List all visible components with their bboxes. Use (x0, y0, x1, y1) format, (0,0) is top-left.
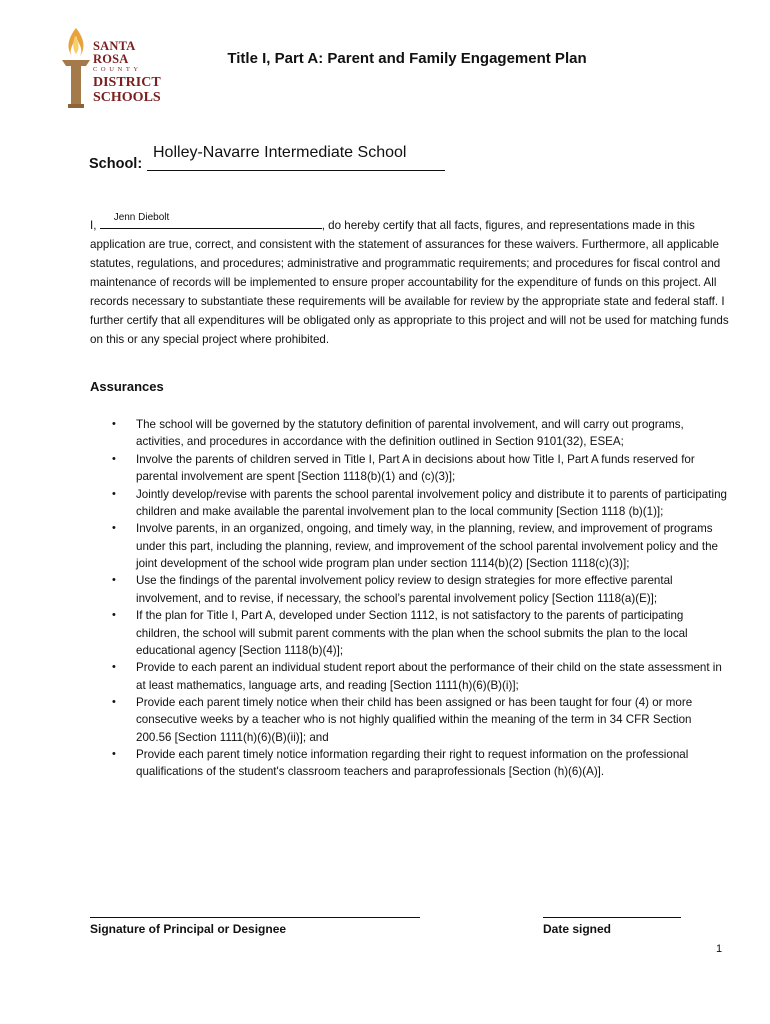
logo-line-schools: SCHOOLS (93, 89, 161, 105)
assurances-list (112, 416, 728, 781)
document-title: Title I, Part A: Parent and Family Engagement Plan (227, 50, 587, 67)
school-label: School: (89, 156, 143, 172)
list-item: • Involve the parents of children served in Title I, Part A in decisions about how Title I, Part A funds reserved for parental involvement are spent [Section 1118(b)(1) and (c)(3)]; (112, 451, 728, 486)
principal-signature-label: Signature of Principal or Designee (90, 922, 287, 936)
list-item: • Jointly develop/revise with parents the school parental involvement policy and distribute it to parents of participating children and make available the parental involvement plan to the local community [Section 1118 (b)(1)]; (112, 486, 728, 521)
school-value[interactable]: Holley-Navarre Intermediate School (153, 144, 407, 161)
district-logo (56, 26, 161, 110)
certifier-name-field[interactable] (100, 212, 322, 229)
certification-prefix: I, (90, 219, 97, 232)
assurances-heading: Assurances (90, 379, 164, 394)
page-number: 1 (716, 943, 723, 955)
logo-line-santa-rosa: SANTA ROSA (93, 39, 135, 66)
logo-line-county: COUNTY (93, 66, 142, 73)
date-signed-label: Date signed (543, 922, 612, 936)
school-field (89, 144, 489, 174)
certification-text: , do hereby certify that all facts, figures, and representations made in this application are true, correct, and consistent with the statement of assurances for these waivers. Furthermore, all applicable statutes, regulations, and procedures; administrative and programmatic requirements; and procedures for fiscal control and maintenance of records will be implemented to ensure proper accountability for the expenditure of funds on this project. All records necessary to substantiate these requirements will be available for review by the appropriate state and federal staff. I further certify that all expenditures will be obligated only as appropriate to this project and will not be used for matching funds on this or any special project where prohibited. (90, 219, 729, 346)
list-item: • Provide each parent timely notice information regarding their right to request information on the professional qualifications of the student's classroom teachers and paraprofessionals [Section (h)(6)(A)]. (112, 746, 728, 781)
list-item: • The school will be governed by the statutory definition of parental involvement, and will carry out programs, activities, and procedures in accordance with the definition outlined in Section 9101(32), ESEA; (112, 416, 728, 451)
list-item: • Provide each parent timely notice when their child has been assigned or has been taught for four (4) or more consecutive weeks by a teacher who is not highly qualified within the meaning of the term in 34 CFR Section 200.56 [Section 1111(h)(6)(B)(ii)]; and (112, 694, 728, 746)
list-item: • Involve parents, in an organized, ongoing, and timely way, in the planning, review, and improvement of programs under this part, including the planning, review, and improvement of the school parental involvement policy and the joint development of the school wide program plan under section 1114(b)(2) [Section 1118(c)(3)]; (112, 520, 728, 572)
torch-icon (56, 26, 96, 110)
logo-line-district: DISTRICT (93, 74, 161, 90)
school-underline (147, 170, 445, 171)
list-item: • Provide to each parent an individual student report about the performance of their child on the state assessment in at least mathematics, language arts, and reading [Section 1111(h)(6)(B)(i)]; (112, 659, 728, 694)
certifier-name: Jenn Diebolt (113, 212, 170, 223)
certification-paragraph (90, 212, 730, 349)
date-signed-line[interactable] (543, 917, 681, 918)
list-item: • Use the findings of the parental involvement policy review to design strategies for more effective parental involvement, and to revise, if necessary, the school’s parental involvement policy [Section 1118(a)(E)]; (112, 572, 728, 607)
list-item: • If the plan for Title I, Part A, developed under Section 1112, is not satisfactory to the parents of participating children, the school will submit parent comments with the plan when the school submits the plan to the local educational agency [Section 1118(b)(4)]; (112, 607, 728, 659)
principal-signature-line[interactable] (90, 917, 420, 918)
